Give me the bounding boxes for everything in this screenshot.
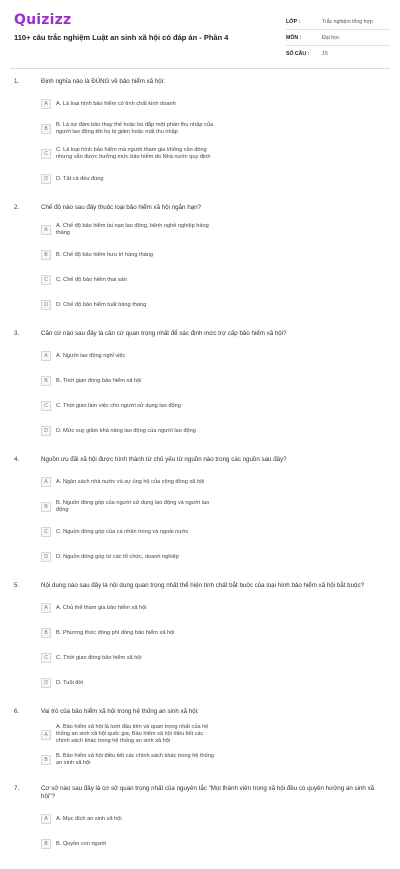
option-letter: B bbox=[41, 250, 51, 260]
question-text: Nội dung nào sau đây là nội dung quan trọng nhất thể hiện tính chất bắt buộc của loại hình bảo hiểm xã hội bắt buộc? bbox=[41, 582, 365, 589]
option-letter: A bbox=[41, 477, 51, 487]
option-text: A. Mục đích an sinh xã hội bbox=[56, 815, 122, 822]
option-letter: A bbox=[41, 730, 51, 740]
option-b[interactable] bbox=[41, 245, 215, 265]
option-letter: C bbox=[41, 275, 51, 285]
quizizz-logo: Quizizz bbox=[14, 12, 72, 28]
meta-value: Trắc nghiệm tổng hợp bbox=[322, 18, 373, 25]
question-text: Vai trò của bảo hiểm xã hội trong hệ thống an sinh xã hội: bbox=[41, 708, 199, 715]
option-a[interactable] bbox=[41, 346, 215, 366]
question-6 bbox=[0, 708, 400, 775]
question-2 bbox=[0, 204, 400, 320]
question-text: Chế độ nào sau đây thuộc loại bảo hiểm xã hội ngắn hạn? bbox=[41, 204, 201, 211]
page-header bbox=[0, 0, 400, 62]
option-b[interactable] bbox=[41, 750, 215, 770]
option-letter: B bbox=[41, 124, 51, 134]
option-text: A. Chế độ bảo hiểm tai nạn lao động, bệnh nghề nghiệp hàng tháng bbox=[56, 223, 209, 236]
option-letter: B bbox=[41, 755, 51, 765]
option-text: C. Nguồn đóng góp của cá nhân trong và ngoài nước bbox=[56, 528, 189, 535]
meta-value: Đại học bbox=[322, 34, 340, 41]
option-text: C. Thời gian đóng bảo hiểm xã hội bbox=[56, 654, 142, 661]
option-letter: A bbox=[41, 99, 51, 109]
question-text: Định nghĩa nào là ĐÚNG về bảo hiểm xã hội: bbox=[41, 78, 165, 85]
option-c[interactable] bbox=[41, 522, 215, 542]
option-letter: B bbox=[41, 376, 51, 386]
option-b[interactable] bbox=[41, 371, 215, 391]
option-d[interactable] bbox=[41, 169, 215, 189]
option-letter: B bbox=[41, 839, 51, 849]
option-text: A. Ngân sách nhà nước và sự ủng hộ của cộng đồng xã hội bbox=[56, 478, 205, 485]
option-letter: D bbox=[41, 426, 51, 436]
option-letter: B bbox=[41, 502, 51, 512]
question-1 bbox=[0, 78, 400, 194]
option-d[interactable] bbox=[41, 421, 215, 441]
option-letter: A bbox=[41, 225, 51, 235]
option-d[interactable] bbox=[41, 673, 215, 693]
question-list bbox=[0, 78, 400, 869]
option-text: B. Phương thức đóng phí đóng bảo hiểm xã hội bbox=[56, 629, 175, 636]
option-b[interactable] bbox=[41, 497, 215, 517]
option-a[interactable] bbox=[41, 598, 215, 618]
option-text: A. Chủ thể tham gia bảo hiểm xã hội bbox=[56, 604, 147, 611]
meta-label: SỐ CÂU : bbox=[286, 51, 310, 57]
option-c[interactable] bbox=[41, 270, 215, 290]
question-7 bbox=[0, 785, 400, 859]
option-text: B. Thời gian đóng bảo hiểm xã hội bbox=[56, 377, 142, 384]
option-a[interactable] bbox=[41, 220, 215, 240]
question-text: Cơ sở nào sau đây là cơ sở quan trọng nhất của nguyên tắc "Mọi thành viên trong xã hội đều có quyền hưởng an sinh xã hội"? bbox=[41, 785, 375, 800]
option-d[interactable] bbox=[41, 547, 215, 567]
option-text: A. Người lao động nghỉ việc bbox=[56, 352, 126, 359]
option-text: D. Chế độ bảo hiểm tuất hàng tháng bbox=[56, 301, 147, 308]
meta-row-subject bbox=[286, 30, 390, 46]
question-3 bbox=[0, 330, 400, 446]
option-letter: A bbox=[41, 603, 51, 613]
question-5 bbox=[0, 582, 400, 698]
option-text: C. Chế độ bảo hiểm thai sản bbox=[56, 276, 127, 283]
option-text: D. Tuổi đời bbox=[56, 679, 84, 686]
meta-label: MÔN : bbox=[286, 34, 302, 41]
option-letter: C bbox=[41, 401, 51, 411]
option-letter: D bbox=[41, 300, 51, 310]
option-letter: C bbox=[41, 149, 51, 159]
option-text: C. Thời gian làm việc cho người sử dụng lao động bbox=[56, 402, 181, 409]
option-letter: D bbox=[41, 552, 51, 562]
meta-label: LỚP : bbox=[286, 18, 301, 25]
question-number: 2. bbox=[14, 204, 20, 211]
option-a[interactable] bbox=[41, 809, 215, 829]
option-letter: D bbox=[41, 678, 51, 688]
page-title: 110+ câu trắc nghiệm Luật an sinh xã hội có đáp án - Phần 4 bbox=[14, 33, 229, 42]
option-text: D. Tất cả đều đúng bbox=[56, 175, 104, 182]
option-text: B. Bảo hiểm xã hội điều tiết các chính sách khác trong hệ thống an sinh xã hội bbox=[56, 753, 214, 766]
option-text: C. Là loại hình bảo hiểm mà người tham gia không cần đóng nhưng vẫn được hưởng mức bảo hiểm do Nhà nước quy định bbox=[56, 147, 211, 160]
option-a[interactable] bbox=[41, 94, 215, 114]
option-text: D. Nguồn đóng góp từ các tổ chức, doanh nghiệp bbox=[56, 553, 179, 560]
meta-value: 15 bbox=[322, 51, 328, 57]
meta-table bbox=[286, 14, 390, 62]
question-text: Căn cứ nào sau đây là căn cứ quan trọng nhất để xác định mức trợ cấp bảo hiểm xã hội? bbox=[41, 330, 287, 337]
option-text: D. Mức suy giảm khả năng lao động của người lao động bbox=[56, 427, 196, 434]
option-text: B. Quyền con người bbox=[56, 840, 107, 847]
question-number: 7. bbox=[14, 785, 20, 792]
option-a[interactable] bbox=[41, 724, 215, 745]
question-number: 3. bbox=[14, 330, 20, 337]
option-text: B. Nguồn đóng góp của người sử dụng lao động và người lao động bbox=[56, 500, 210, 513]
option-text: A. Bảo hiểm xã hội là lưới đầu tiên và quan trọng nhất của hệ thống an sinh xã hội quốc gia; Bảo hiểm xã hội điều tiết các chính sách khác trong hệ thống an sinh xã hội bbox=[56, 724, 209, 744]
option-letter: A bbox=[41, 351, 51, 361]
option-letter: A bbox=[41, 814, 51, 824]
option-b[interactable] bbox=[41, 623, 215, 643]
question-number: 1. bbox=[14, 78, 20, 85]
option-d[interactable] bbox=[41, 295, 215, 315]
option-c[interactable] bbox=[41, 648, 215, 668]
question-number: 4. bbox=[14, 456, 20, 463]
option-text: B. Chế độ bảo hiểm hưu trí hàng tháng bbox=[56, 251, 154, 258]
question-number: 5. bbox=[14, 582, 20, 589]
option-text: B. Là sự đảm bảo thay thế hoặc bù đắp một phần thu nhập của người lao động khi họ bị giảm hoặc mất thu nhập bbox=[56, 122, 214, 135]
option-letter: C bbox=[41, 527, 51, 537]
option-c[interactable] bbox=[41, 144, 215, 164]
meta-row-count bbox=[286, 46, 390, 62]
question-number: 6. bbox=[14, 708, 20, 715]
option-b[interactable] bbox=[41, 834, 215, 854]
header-divider bbox=[10, 68, 390, 69]
question-text: Nguồn ưu đãi xã hội được hình thành từ chủ yếu từ nguồn nào trong các nguồn sau đây? bbox=[41, 456, 287, 463]
option-letter: C bbox=[41, 653, 51, 663]
option-b[interactable] bbox=[41, 119, 215, 139]
meta-row-class bbox=[286, 14, 390, 30]
option-text: A. Là loại hình bảo hiểm có tính chất kinh doanh bbox=[56, 100, 176, 107]
question-4 bbox=[0, 456, 400, 572]
option-a[interactable] bbox=[41, 472, 215, 492]
option-letter: B bbox=[41, 628, 51, 638]
option-letter: D bbox=[41, 174, 51, 184]
option-c[interactable] bbox=[41, 396, 215, 416]
